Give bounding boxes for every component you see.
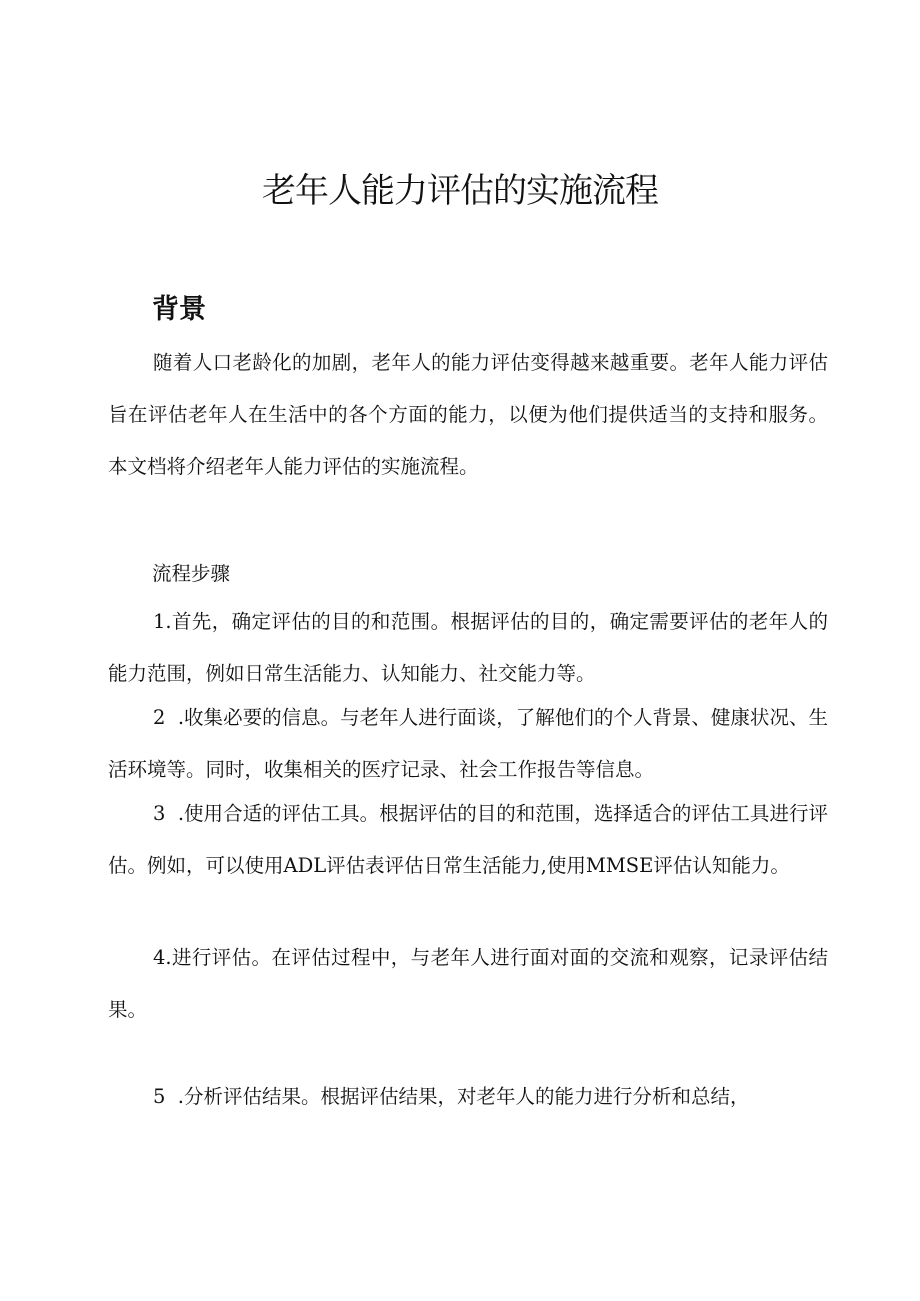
steps-heading: 流程步骤 <box>152 562 231 585</box>
step-text: 使用合适的评估工具。根据评估的目的和范围，选择适合的评估工具进行评估。例如，可以使用ADL评估表评估日常生活能力,使用MMSE评估认知能力。 <box>108 802 828 877</box>
background-heading: 背景 <box>152 294 206 325</box>
background-paragraph: 随着人口老龄化的加剧，老年人的能力评估变得越来越重要。老年人能力评估旨在评估老年人在生活中的各个方面的能力，以便为他们提供适当的支持和服务。本文档将介绍老年人能力评估的实施流程。 <box>108 351 828 478</box>
step-number: 4. <box>153 946 172 969</box>
page-title: 老年人能力评估的实施流程 <box>262 171 658 211</box>
step-item-4 <box>108 932 828 1036</box>
step-item-3 <box>108 788 828 892</box>
step-number: 3 . <box>153 802 185 825</box>
step-item-2 <box>108 692 828 796</box>
step-item-1 <box>108 596 828 700</box>
step-text: 收集必要的信息。与老年人进行面谈，了解他们的个人背景、健康状况、生活环境等。同时，收集相关的医疗记录、社会工作报告等信息。 <box>108 706 828 781</box>
step-number: 1. <box>153 610 172 633</box>
step-text: 分析评估结果。根据评估结果，对老年人的能力进行分析和总结， <box>184 1085 750 1108</box>
step-text: 进行评估。在评估过程中，与老年人进行面对面的交流和观察，记录评估结果。 <box>108 946 828 1021</box>
step-item-5 <box>108 1071 828 1123</box>
step-number: 5 . <box>153 1085 185 1108</box>
step-text: 首先，确定评估的目的和范围。根据评估的目的，确定需要评估的老年人的能力范围，例如日常生活能力、认知能力、社交能力等。 <box>108 610 828 685</box>
step-number: 2 . <box>153 706 185 729</box>
